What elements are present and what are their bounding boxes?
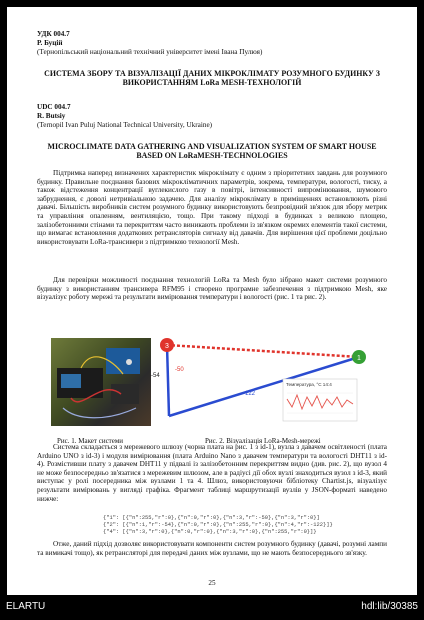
footer-handle: hdl:lib/30385 [361, 601, 418, 612]
json-line: {"1": [{"n":255,"r":0},{"n":0,"r":0},{"n":3,"r":-50},{"n":3,"r":0}] [103, 515, 320, 521]
figure-2-mesh-visualization [151, 333, 377, 429]
title-ua: СИСТЕМА ЗБОРУ ТА ВІЗУАЛІЗАЦІЇ ДАНИХ МІКРОКЛІМАТУ РОЗУМНОГО БУДИНКУ З ВИКОРИСТАННЯМ LoRa MESH-ТЕХНОЛОГІЙ [44, 69, 380, 88]
edge-label-bottom: -122 [243, 391, 256, 397]
temperature-chart-title: Температура, °C 14:4 [286, 382, 332, 387]
paragraph-1: Підтримка наперед визначених характеристик мікроклімату є одним з пріоритетних завдань для розумного будинку. Правильне поєднання базових мікрокліматичних параметрів, зокрема, температури, вологості, тиску, а також відстеження концентрації вуглекислого газу в повітрі, інтенсивності випромінювання, шумового забруднення, є доволі нетривіальною задачею. Для аналізу мікроклімату в приміщеннях встановлюють різні давачі. Більшість виробників систем розумного будинку використовують безпровідний зв'язок для збору метрик та управління опаленням, вентиляцією, тощо. При такому підході в будинках з великою площею, залізобетонними стінами та перекриттям часто виникають проблеми із зв'язком окремих елементів такої системи, що вимагає встановлення додаткових ретрансляторів сигналу від давачів. Для вирішення цієї проблеми доцільно використовувати LoRa-трансивери з підтримкою технології Mesh. [37, 169, 387, 246]
edge-node3-node4 [167, 345, 169, 416]
affiliation-en: (Ternopil Ivan Puluj National Technical University, Ukraine) [37, 121, 213, 129]
page-number: 25 [208, 579, 216, 587]
routing-table-json [103, 515, 333, 537]
paragraph-4: Отже, даний підхід дозволяє використовувати компоненти систем розумного будинку (давачі, розумні лампи та вимикачі тощо), як ретрансляторі для передачі даних між вузлами, що не мають безпосереднього зв'язку. [37, 540, 387, 557]
json-line: {"4": [{"n":3,"r":0},{"n":0,"r":0},{"n":3,"r":0},{"n":255,"r":0}]} [103, 529, 317, 536]
footer-repository-name: ELARTU [6, 601, 46, 612]
json-line: {"2": [{"n":1,"r":-54},{"n":0,"r":0},{"n":255,"r":0},{"n":4,"r":-122}]} [103, 522, 333, 529]
edge-label-b: -50 [175, 367, 184, 373]
node-1-label: 1 [357, 355, 361, 362]
title-en: MICROCLIMATE DATA GATHERING AND VISUALIZATION SYSTEM OF SMART HOUSE BASED ON LoRaMESH-TECHNOLOGIES [47, 142, 377, 161]
figure-2-caption: Рис. 2. Візуалізація LoRa-Mesh-мережі [205, 437, 321, 445]
udc-ua: УДК 004.7 [37, 30, 70, 38]
author-ua: Р. Буцій [37, 39, 63, 47]
node-3-label: 3 [165, 343, 169, 350]
figure-1-caption: Рис. 1. Макет системи [57, 437, 124, 445]
udc-en: UDC 004.7 [37, 103, 71, 111]
edge-node3-node1 [167, 345, 359, 357]
edge-label-a: -54 [151, 373, 160, 379]
author-en: R. Butsiy [37, 112, 66, 120]
paragraph-2: Для перевірки можливості поєднання технологій LoRa та Mesh було зібрано макет системи розумного будинку з використанням трансивера RFM95 і створено програмне забезпечення з підтримкою Mesh, яке візуалізує роботу мережі та результати вимірювання температури і вологості (рис. 1 та рис. 2). [37, 276, 387, 302]
system-prototype-illustration [51, 338, 151, 426]
journal-page [7, 7, 417, 595]
affiliation-ua: (Тернопільський національний технічний університет імені Івана Пулюя) [37, 48, 263, 56]
figure-1-photo [51, 338, 151, 426]
paragraph-3: Система складається з мережевого шлюзу (чорна плата на рис. 1 з id-1), вузла з давачем освітленості (плата Arduino UNO з id-3) і модуля вимірювання (плата Arduino Nano з давачем температури та вологості DHT11 з id-4). Розмістивши плату з давачем DHT11 у підвалі із залізобетонним перекриттям видно (див. рис. 2), що вузол 4 не може безпосередньо зв'язатися з мережевим шлюзом, але в радіусі дії обох вузлі знаходиться вузол з id-3, який виступає у ролі посередника між вузлами 1 та 4. Шлюз, використовуючи бібліотеку Chartist.js, візуалізує результати вимірювань у вигляді графіка. Фрагмент таблиці маршрутизації вузлів у JSON-форматі наведено нижче: [37, 443, 387, 503]
